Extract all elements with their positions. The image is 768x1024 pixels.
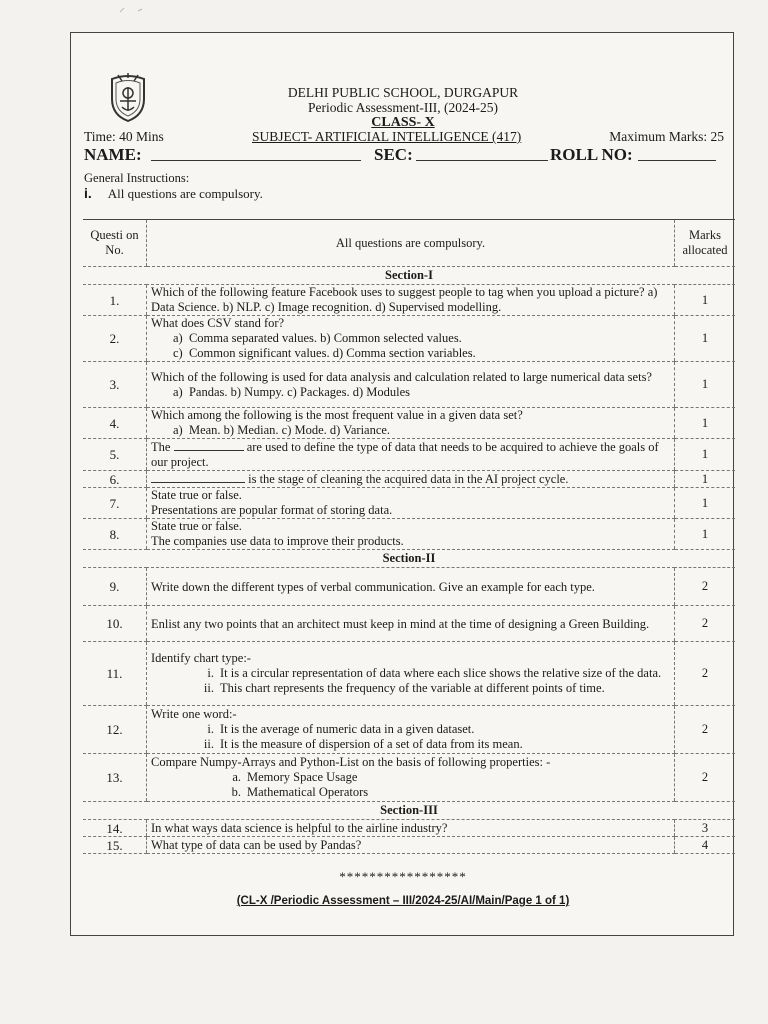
roll-label: ROLL NO: xyxy=(550,145,633,164)
exam-title: Periodic Assessment-III, (2024-25) xyxy=(307,100,499,115)
page-footer: (CL-X /Periodic Assessment – III/2024-25/AI/Main/Page 1 of 1) xyxy=(236,895,570,907)
section-heading: Section-I xyxy=(83,267,735,285)
exam-paper xyxy=(70,32,734,936)
section-field[interactable] xyxy=(416,160,548,161)
max-marks-label: Maximum Marks: 25 xyxy=(609,129,724,144)
table-row: 3. Which of the following is used for data analysis and calculation related to large numerical data sets? a) Pandas. b) Numpy. c) Packages. d) Modules 1 xyxy=(83,362,735,408)
table-row: 10. Enlist any two points that an architect must keep in mind at the time of designing a Green Building. 2 xyxy=(83,606,735,642)
table-row: 7. State true or false. Presentations are popular format of storing data. 1 xyxy=(83,488,735,519)
table-row: 15. What type of data can be used by Pandas? 4 xyxy=(83,837,735,854)
fill-blank[interactable] xyxy=(151,471,245,483)
table-row: 13. Compare Numpy-Arrays and Python-List on the basis of following properties: - a. Memory Space Usage b. Mathematical Operators 2 xyxy=(83,754,735,802)
table-row: 2. What does CSV stand for? a) Comma separated values. b) Common selected values. c) Common significant values. d) Comma section variables. 1 xyxy=(83,316,735,362)
table-row: 1. Which of the following feature Facebook uses to suggest people to tag when you upload a picture? a) Data Science. b) NLP. c) Image recognition. d) Supervised modelling. 1 xyxy=(83,285,735,316)
table-row: 9. Write down the different types of verbal communication. Give an example for each type. 2 xyxy=(83,568,735,606)
table-row: 11. Identify chart type:- i. It is a circular representation of data where each slice shows the relative size of the data. ii. This chart represents the frequency of the variable at different points of time. 2 xyxy=(83,642,735,706)
instruction-item: i. All questions are compulsory. xyxy=(84,185,263,201)
subject-label: SUBJECT- ARTIFICIAL INTELLIGENCE (417) xyxy=(252,129,522,144)
table-header xyxy=(83,220,735,267)
section-heading: Section-II xyxy=(83,550,735,568)
table-row: 8. State true or false. The companies use data to improve their products. 1 xyxy=(83,519,735,550)
table-row: 6. is the stage of cleaning the acquired data in the AI project cycle. 1 xyxy=(83,471,735,488)
school-name: DELHI PUBLIC SCHOOL, DURGAPUR xyxy=(287,85,519,100)
table-row: 4. Which among the following is the most frequent value in a given data set? a) Mean. b) Median. c) Mode. d) Variance. 1 xyxy=(83,408,735,439)
roll-field[interactable] xyxy=(638,160,716,161)
table-row: 14. In what ways data science is helpful to the airline industry? 3 xyxy=(83,820,735,837)
section-label: SEC: xyxy=(374,145,413,164)
class-title: CLASS- X xyxy=(371,115,435,130)
question-table xyxy=(83,219,735,854)
header-text: All questions are compulsory. xyxy=(147,220,675,267)
end-stars: ***************** xyxy=(339,869,467,884)
header-marks: Marks allocated xyxy=(675,220,736,267)
fill-blank[interactable] xyxy=(174,439,244,451)
time-label: Time: 40 Mins xyxy=(84,129,164,144)
table-row: 12. Write one word:- i. It is the average of numeric data in a given dataset. ii. It is the measure of dispersion of a set of data from its mean. 2 xyxy=(83,706,735,754)
table-row: 5. The are used to define the type of data that needs to be acquired to achieve the goals of our project. 1 xyxy=(83,439,735,471)
header-qno: Questi on No. xyxy=(83,220,147,267)
section-heading: Section-III xyxy=(83,802,735,820)
instructions-title: General Instructions: xyxy=(84,171,190,185)
name-label: NAME: xyxy=(84,145,142,164)
scan-mark xyxy=(118,6,148,14)
name-field[interactable] xyxy=(151,160,361,161)
